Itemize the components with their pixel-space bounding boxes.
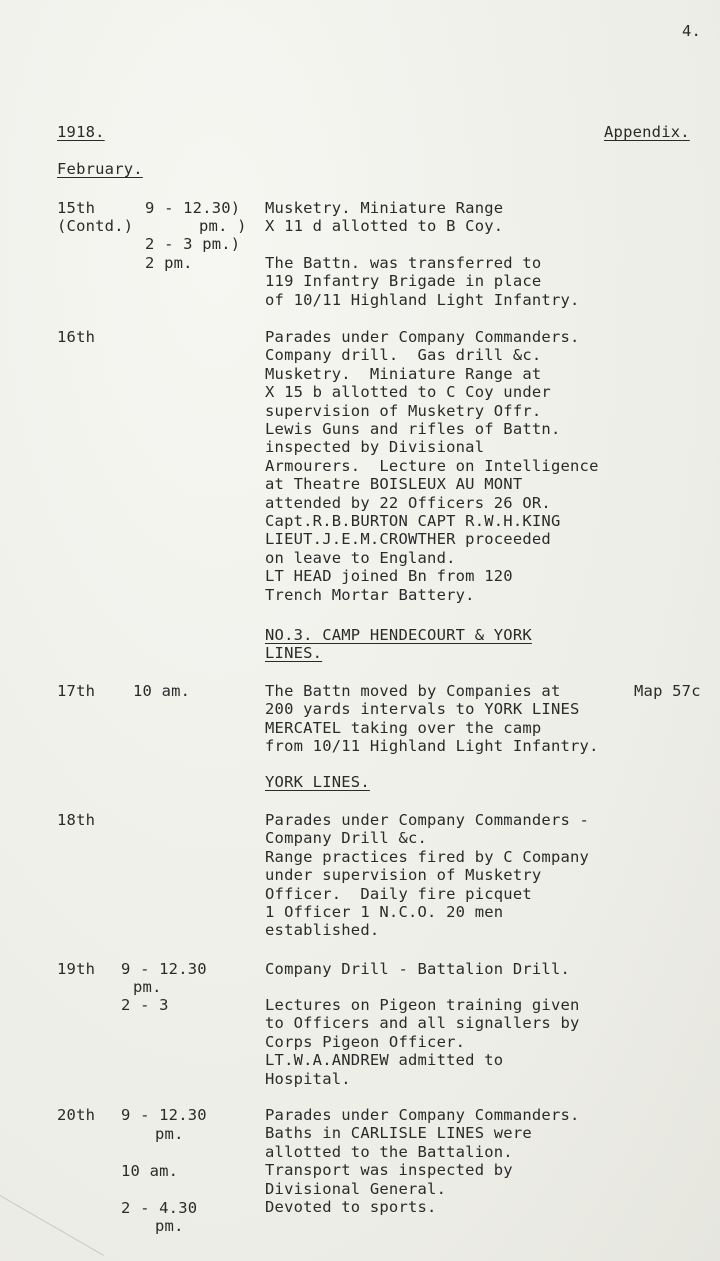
- text-line: Armourers. Lecture on Intelligence: [265, 456, 599, 475]
- text-line: The Battn. was transferred to: [265, 254, 542, 272]
- time-19th-3: 2 - 3: [121, 996, 169, 1014]
- time-15th-3: 2 - 3 pm.): [145, 235, 241, 253]
- section-heading-york-lines: YORK LINES.: [265, 773, 370, 791]
- time-20th-5: pm.: [155, 1217, 184, 1235]
- text-line: Devoted to sports.: [265, 1198, 437, 1217]
- year-heading: 1918.: [57, 123, 105, 141]
- time-20th-2: pm.: [155, 1125, 184, 1143]
- text-line: Capt.R.B.BURTON CAPT R.W.H.KING: [265, 512, 561, 531]
- text-line: 200 yards intervals to YORK LINES: [265, 700, 580, 719]
- text-line: Musketry. Miniature Range: [265, 199, 504, 217]
- entry-15th-text-1: [265, 199, 503, 236]
- text-line: of 10/11 Highland Light Infantry.: [265, 290, 580, 309]
- text-line: Company drill. Gas drill &c.: [265, 346, 542, 365]
- date-19th: 19th: [57, 960, 96, 978]
- time-19th-2: pm.: [133, 978, 162, 996]
- text-line: LT HEAD joined Bn from 120: [265, 567, 513, 586]
- time-20th-4: 2 - 4.30: [121, 1199, 198, 1217]
- date-18th: 18th: [57, 811, 96, 829]
- time-15th-2: pm. ): [199, 217, 247, 235]
- date-20th: 20th: [57, 1106, 96, 1124]
- month-heading: February.: [57, 160, 143, 178]
- date-15th-contd: (Contd.): [57, 217, 134, 235]
- section-heading-line: LINES.: [265, 644, 323, 663]
- text-line: from 10/11 Highland Light Infantry.: [265, 737, 599, 756]
- text-line: LT.W.A.ANDREW admitted to: [265, 1051, 504, 1070]
- time-20th-1: 9 - 12.30: [121, 1106, 207, 1124]
- text-line: X 15 b allotted to C Coy under: [265, 383, 551, 402]
- entry-19th-text-1: Company Drill - Battalion Drill.: [265, 960, 571, 978]
- text-line: Range practices fired by C Company: [265, 847, 590, 866]
- text-line: X 11 d allotted to B Coy.: [265, 217, 504, 236]
- text-line: 1 Officer 1 N.C.O. 20 men: [265, 903, 504, 922]
- text-line: on leave to England.: [265, 548, 456, 567]
- entry-16th-text: [265, 328, 599, 604]
- time-17th: 10 am.: [133, 682, 191, 700]
- entry-15th-text-2: [265, 254, 580, 309]
- time-20th-3: 10 am.: [121, 1162, 179, 1180]
- text-line: under supervision of Musketry: [265, 866, 542, 885]
- text-line: Trench Mortar Battery.: [265, 585, 475, 604]
- text-line: to Officers and all signallers by: [265, 1014, 580, 1033]
- text-line: Divisional General.: [265, 1179, 447, 1198]
- text-line: inspected by Divisional: [265, 438, 485, 457]
- text-line: 119 Infantry Brigade in place: [265, 272, 542, 291]
- page-number: 4.: [682, 22, 702, 40]
- map-reference: Map 57c: [634, 682, 701, 700]
- text-line: Lewis Guns and rifles of Battn.: [265, 420, 561, 439]
- text-line: Baths in CARLISLE LINES were: [265, 1124, 532, 1143]
- text-line: Parades under Company Commanders -: [265, 811, 590, 829]
- text-line: Lectures on Pigeon training given: [265, 996, 580, 1014]
- date-17th: 17th: [57, 682, 96, 700]
- text-line: MERCATEL taking over the camp: [265, 718, 542, 737]
- text-line: Transport was inspected by: [265, 1161, 513, 1180]
- time-15th-1: 9 - 12.30): [145, 199, 241, 217]
- text-line: Parades under Company Commanders.: [265, 1106, 580, 1124]
- text-line: Corps Pigeon Officer.: [265, 1032, 466, 1051]
- entry-19th-text-2: [265, 996, 580, 1088]
- text-line: allotted to the Battalion.: [265, 1142, 513, 1161]
- entry-17th-text: [265, 682, 599, 756]
- text-line: Musketry. Miniature Range at: [265, 364, 542, 383]
- text-line: Officer. Daily fire picquet: [265, 884, 532, 903]
- date-16th: 16th: [57, 328, 96, 346]
- text-line: Hospital.: [265, 1069, 351, 1088]
- text-line: at Theatre BOISLEUX AU MONT: [265, 475, 523, 494]
- text-line: established.: [265, 921, 380, 940]
- section-heading-line: NO.3. CAMP HENDECOURT & YORK: [265, 626, 532, 644]
- text-line: supervision of Musketry Offr.: [265, 401, 542, 420]
- text-line: Company Drill &c.: [265, 829, 428, 848]
- appendix-heading: Appendix.: [604, 123, 690, 141]
- time-19th-1: 9 - 12.30: [121, 960, 207, 978]
- page-fold-line: [0, 1195, 104, 1256]
- text-line: LIEUT.J.E.M.CROWTHER proceeded: [265, 530, 551, 549]
- text-line: Parades under Company Commanders.: [265, 328, 580, 346]
- date-15th: 15th: [57, 199, 96, 217]
- text-line: The Battn moved by Companies at: [265, 682, 561, 700]
- entry-18th-text: [265, 811, 589, 940]
- section-heading-camp: [265, 626, 532, 663]
- entry-20th-text: [265, 1106, 580, 1216]
- time-15th-4: 2 pm.: [145, 254, 193, 272]
- text-line: attended by 22 Officers 26 OR.: [265, 493, 551, 512]
